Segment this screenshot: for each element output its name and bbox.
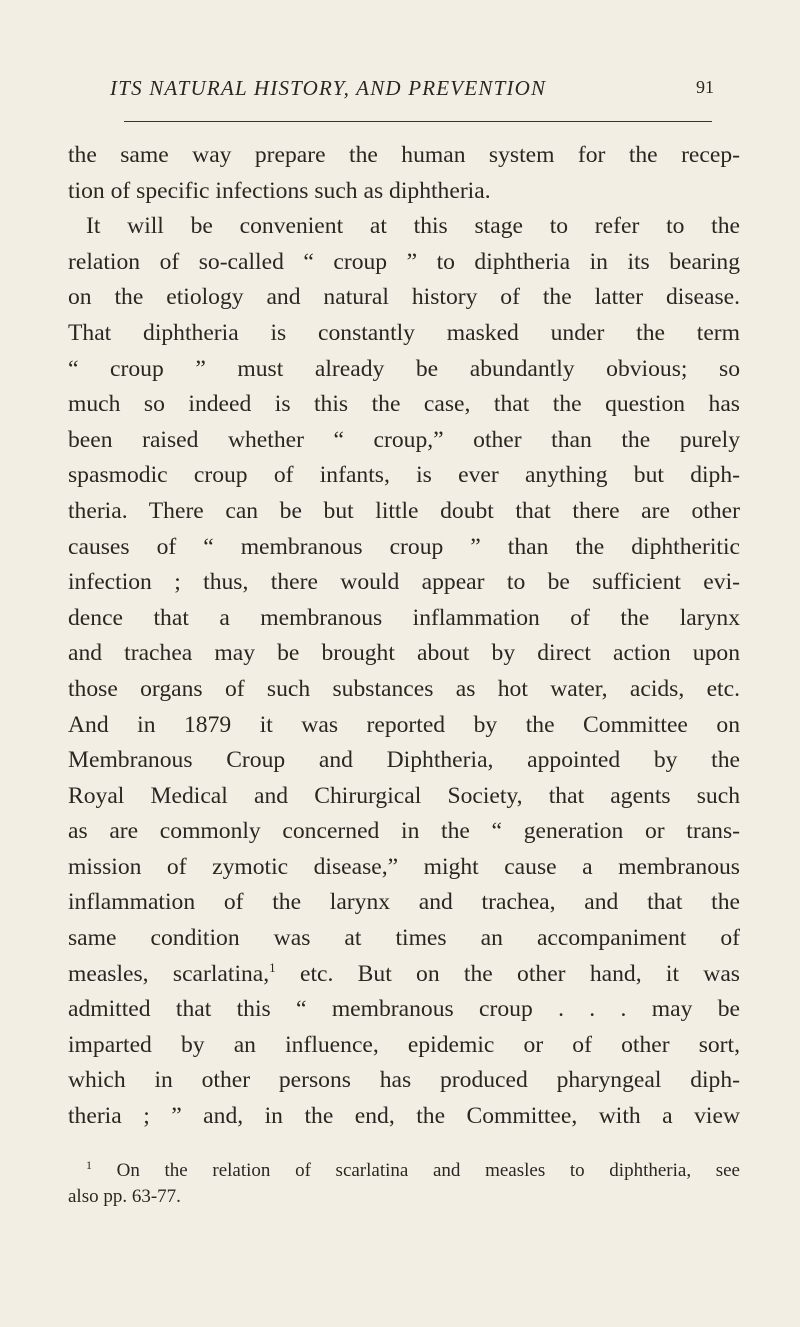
running-title: ITS NATURAL HISTORY, AND PREVENTION [110,76,547,100]
text-line: the same way prepare the human system for the recep- [68,142,740,168]
text-line: inflammation of the larynx and trachea, and that the [68,889,740,916]
text-fragment: etc. But on the other hand, it was [275,960,740,987]
footnote-text: On the relation of scarlatina and measles to diphtheria, see [92,1160,740,1181]
text-line: infection ; thus, there would appear to be sufficient evi- [68,569,740,596]
body-text [68,138,740,1135]
text-fragment: measles, scarlatina, [68,960,270,987]
text-line: those organs of such substances as hot water, acids, etc. [68,675,740,702]
running-head [110,72,714,112]
footnote-marker: 1 [86,1158,92,1172]
text-line: Royal Medical and Chirurgical Society, that agents such [68,782,740,809]
text-line: relation of so-called “ croup ” to diphtheria in its bearing [68,248,740,275]
footnote-line: also pp. 63-77. [68,1185,181,1207]
page-number: 91 [696,77,714,97]
text-line: theria ; ” and, in the end, the Committee, with a view [68,1103,740,1130]
text-line: been raised whether “ croup,” other than the purely [68,426,740,453]
text-line: And in 1879 it was reported by the Committee on [68,711,740,738]
text-line: admitted that this “ membranous croup . . . may be [68,996,740,1023]
text-line: spasmodic croup of infants, is ever anything but diph- [68,462,740,489]
text-line: as are commonly concerned in the “ generation or trans- [68,818,740,845]
text-line: “ croup ” must already be abundantly obvious; so [68,355,740,382]
text-line: causes of “ membranous croup ” than the diphtheritic [68,533,740,560]
text-line: Membranous Croup and Diphtheria, appointed by the [68,747,740,774]
text-line: dence that a membranous inflammation of the larynx [68,604,740,631]
text-line: It will be convenient at this stage to refer to the [86,213,740,240]
text-line-with-footnote [68,957,740,993]
text-line: much so indeed is this the case, that the question has [68,391,740,418]
text-line: same condition was at times an accompaniment of [68,925,740,952]
footnote-line [68,1158,740,1184]
text-line: tion of specific infections such as diphtheria. [68,177,491,204]
text-line: mission of zymotic disease,” might cause a membranous [68,853,740,880]
text-line: That diphtheria is constantly masked under the term [68,319,740,346]
header-rule [124,121,712,122]
text-line: theria. There can be but little doubt that there are other [68,497,740,524]
text-line: on the etiology and natural history of the latter disease. [68,284,740,311]
footnote [68,1158,740,1209]
footnote-reference: 1 [269,959,276,975]
text-line: imparted by an influence, epidemic or of other sort, [68,1031,740,1058]
text-line: which in other persons has produced pharyngeal diph- [68,1067,740,1094]
text-line: and trachea may be brought about by direct action upon [68,640,740,667]
